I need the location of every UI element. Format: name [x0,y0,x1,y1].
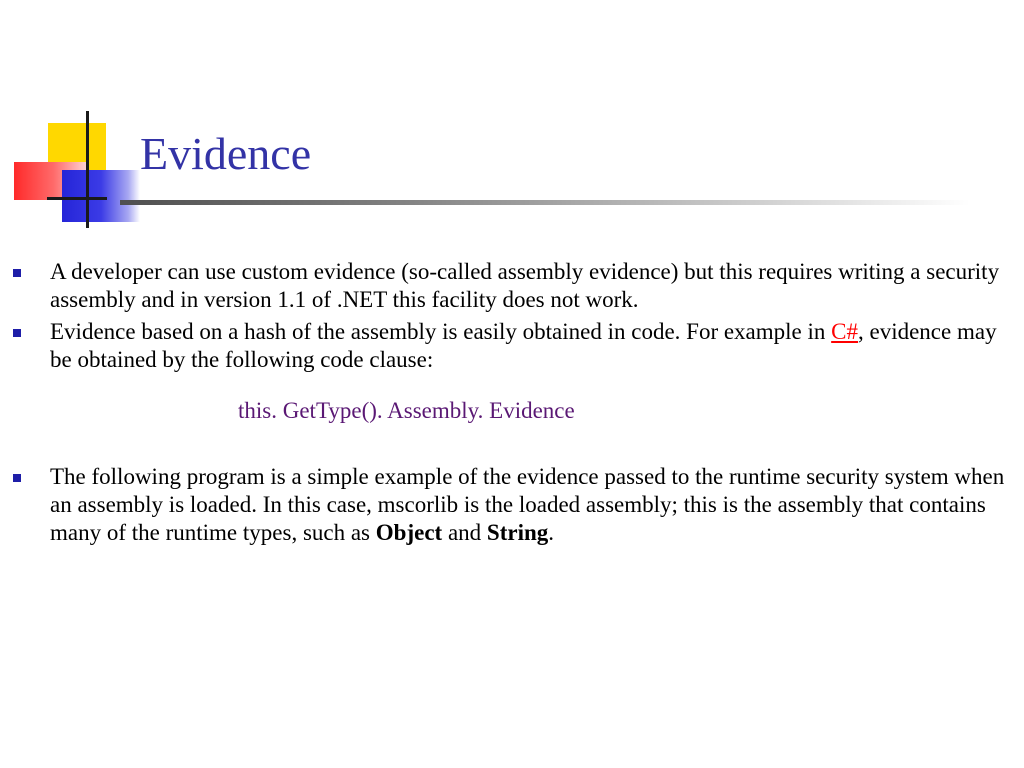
code-clause: this. GetType(). Assembly. Evidence [238,398,575,423]
bullet-text-end: . [548,520,554,545]
logo-blue-square [62,170,140,222]
slide-title: Evidence [140,128,312,179]
bullet-square-icon [13,329,21,337]
bullet-item [0,318,1024,374]
bullet-item [0,258,1024,314]
bullet-text: The following program is a simple example of the evidence passed to the runtime security system when an assembly is loaded. In this case, mscorlib is the loaded assembly; this is the assembly that contains many of the runtime types, such as [50,464,1005,545]
bold-term-string: String [486,520,549,545]
logo-vertical-line [86,111,89,228]
bullet-square-icon [13,474,21,482]
slide-logo [0,0,140,240]
bullet-square-icon [13,269,21,277]
bullet-item [0,463,1024,547]
bullet-text-and: and [442,520,487,545]
bullet-text: A developer can use custom evidence (so-called assembly evidence) but this requires writing a security assembly and in version 1.1 of .NET this facility does not work. [50,259,1000,312]
csharp-link[interactable]: C# [831,319,858,344]
bold-term-object: Object [375,520,443,545]
slide-content [0,258,1024,551]
bullet-text: Evidence based on a hash of the assembly is easily obtained in code. For example in [50,319,832,344]
title-divider [120,200,970,205]
bullet-text-continued: , evidence may be obtained by the following code clause: [50,319,997,372]
logo-horizontal-line [47,197,107,200]
